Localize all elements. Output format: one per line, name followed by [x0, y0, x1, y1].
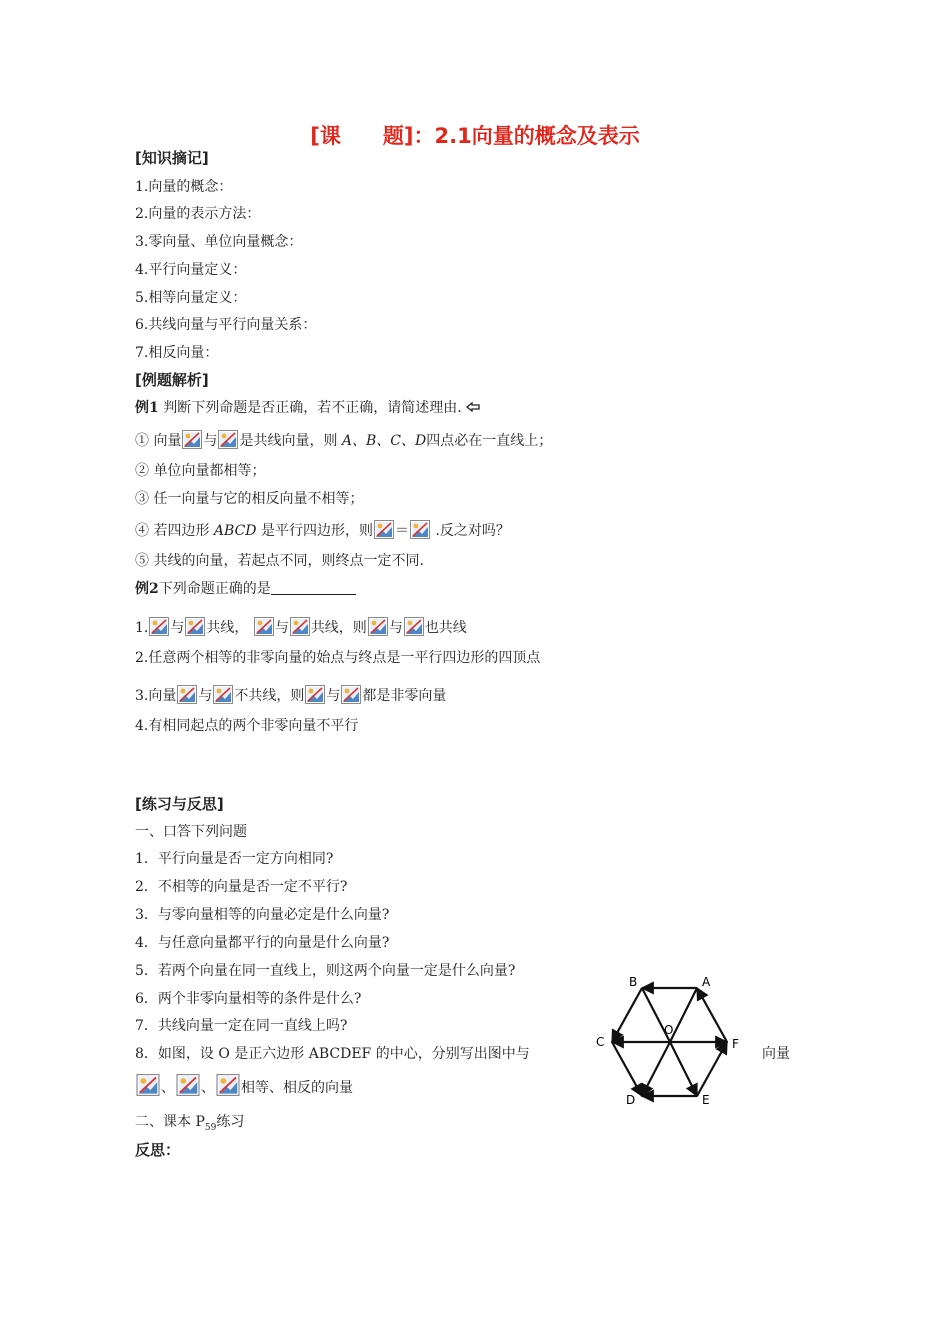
hexagon-figure: [590, 968, 750, 1108]
example-1-item-2: ② 单位向量都相等；: [135, 463, 266, 479]
vertex-label-f: F: [732, 1037, 739, 1051]
practice-item: 4．与任意向量都平行的向量是什么向量?: [135, 935, 390, 951]
image-placeholder-icon: [136, 1074, 160, 1096]
example-1-item-1: ① 向量 与 是共线向量，则 A、B、C、D四点必在一直线上；: [135, 430, 552, 450]
center-label-o: O: [664, 1023, 674, 1037]
vertex-label-a: A: [702, 975, 711, 989]
practice-heading: [练习与反思]: [135, 795, 224, 813]
example-1-label: 例1: [135, 400, 159, 416]
practice-item: 5．若两个向量在同一直线上，则这两个向量一定是什么向量?: [135, 963, 516, 979]
knowledge-item: 4.平行向量定义：: [135, 262, 247, 278]
vertex-label-c: C: [596, 1035, 605, 1049]
image-placeholder-icon: [254, 617, 274, 636]
image-placeholder-icon: [213, 685, 233, 704]
image-placeholder-icon: [305, 685, 325, 704]
image-placeholder-icon: [218, 430, 238, 449]
example-2-item-3: 3.向量 与 不共线，则 与 都是非零向量: [135, 685, 446, 705]
vertex-label-e: E: [702, 1093, 710, 1107]
hexagon-diagonal: [670, 1042, 697, 1096]
image-placeholder-icon: [176, 1074, 200, 1096]
practice-item: 6．两个非零向量相等的条件是什么?: [135, 991, 362, 1007]
practice-item: 7．共线向量一定在同一直线上吗?: [135, 1018, 348, 1034]
practice-part-1: 一、口答下列问题: [135, 824, 247, 840]
hexagon-diagonal: [670, 988, 697, 1042]
image-placeholder-icon: [341, 685, 361, 704]
hexagon-edge: [697, 988, 727, 1042]
hexagon-edge: [612, 1042, 642, 1096]
example-1-item-4: ④ 若四边形 ABCD 是平行四边形，则 ＝ .反之对吗？: [135, 520, 510, 540]
image-placeholder-icon: [368, 617, 388, 636]
cursor-icon: [466, 400, 482, 416]
practice-part-2: 二、课本 $P_{59}$练习: [135, 1114, 245, 1133]
knowledge-heading: [知识摘记]: [135, 149, 209, 167]
knowledge-item: 3.零向量、单位向量概念：: [135, 234, 303, 250]
image-placeholder-icon: [149, 617, 169, 636]
practice-item: 1．平行向量是否一定方向相同?: [135, 851, 334, 867]
hexagon-edge: [612, 988, 642, 1042]
hexagon-edge: [697, 1042, 727, 1096]
practice-item: 2．不相等的向量是否一定不平行?: [135, 879, 348, 895]
practice-item: 3．与零向量相等的向量必定是什么向量?: [135, 907, 390, 923]
image-placeholder-icon: [177, 685, 197, 704]
image-placeholder-icon: [182, 430, 202, 449]
image-placeholder-icon: [216, 1074, 240, 1096]
examples-heading: [例题解析]: [135, 371, 209, 389]
hexagon-diagonal: [642, 1042, 670, 1096]
practice-item-8-tail: 向量: [762, 1046, 790, 1062]
knowledge-item: 2.向量的表示方法：: [135, 206, 261, 222]
example-2-prompt: 例2下列命题正确的是: [135, 578, 356, 598]
knowledge-item: 5.相等向量定义：: [135, 290, 247, 306]
image-placeholder-icon: [185, 617, 205, 636]
image-placeholder-icon: [374, 520, 394, 539]
knowledge-item: 7.相反向量：: [135, 345, 219, 361]
vertex-label-b: B: [629, 975, 638, 989]
example-1-prompt: 例1 判断下列命题是否正确，若不正确，请简述理由.: [135, 397, 482, 417]
answer-blank[interactable]: [271, 580, 356, 595]
reflection-heading: 反思：: [135, 1141, 181, 1159]
page-title: [课 题]：2.1向量的概念及表示: [310, 124, 640, 148]
image-placeholder-icon: [404, 617, 424, 636]
example-1-item-5: ⑤ 共线的向量，若起点不同，则终点一定不同.: [135, 553, 424, 569]
example-2-item-1: 1. 与 共线， 与 共线，则 与 也共线: [135, 617, 467, 637]
practice-item-8: 8．如图，设 O 是正六边形 ABCDEF 的中心，分别写出图中与: [135, 1046, 530, 1062]
vertex-label-d: D: [626, 1093, 636, 1107]
knowledge-item: 1.向量的概念：: [135, 179, 233, 195]
example-2-item-4: 4.有相同起点的两个非零向量不平行: [135, 718, 359, 734]
image-placeholder-icon: [410, 520, 430, 539]
example-2-label: 例2: [135, 581, 159, 597]
example-2-item-2: 2.任意两个相等的非零向量的始点与终点是一平行四边形的四顶点: [135, 650, 541, 666]
practice-item-8-vectors: 、 、 相等、相反的向量: [135, 1074, 353, 1097]
image-placeholder-icon: [290, 617, 310, 636]
knowledge-item: 6.共线向量与平行向量关系：: [135, 317, 317, 333]
example-1-item-3: ③ 任一向量与它的相反向量不相等；: [135, 491, 364, 507]
